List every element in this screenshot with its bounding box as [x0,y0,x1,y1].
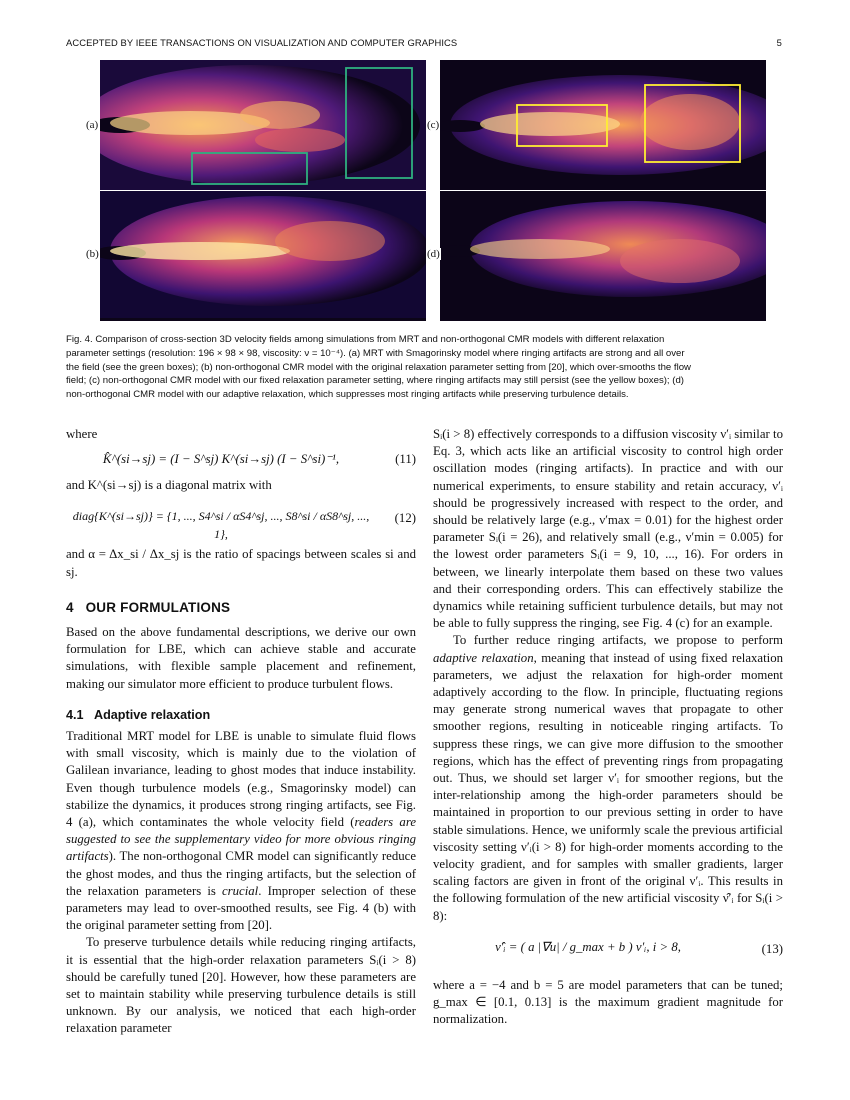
paragraph-params: where a = −4 and b = 5 are model parameters that can be tuned; g_max ∈ [0.1, 0.13] is the maximum gradient magnitude for normalization. [433,977,783,1027]
paragraph-adaptive [433,632,783,924]
equation-11-body: K̂^(si→sj) = (I − S^sj) K^(si→sj) (I − S^si)⁻¹, [102,452,340,467]
equation-13-body: ν̂′ᵢ = ( a |∇u| / g_max + b ) ν′ᵢ, i > 8, [495,939,681,954]
caption-line: field; (c) non-orthogonal CMR model with our fixed relaxation parameter setting, where ringing artifacts may still persist (see the yellow boxes); (d) [66,375,684,387]
panel-label-c: (c) [427,119,440,131]
paragraph-italic: readers are suggested to see the supplementary video for more obvious ringing artifacts [66,815,416,864]
section-title: OUR FORMULATIONS [85,599,231,615]
equation-12-body: diag{K^(si→sj)} = {1, ..., S4^si / αS4^sj, ..., S8^si / αS8^sj, ..., 1}, [72,509,370,541]
figure-panel-a [100,60,426,190]
equation-12 [66,494,416,546]
paragraph-text: Traditional MRT model for LBE is unable to simulate fluid flows with small viscosity, which is mainly due to the violation of Galilean invariance, leading to ghost modes that induce instability. Even though turbulence models (e.g., Smagorinsky model) can stabilize the dynamics, it produces strong ringing artifacts, see Fig. 4 (a), which contaminates the whole velocity field ( [66,729,416,830]
subsection-heading [66,707,416,724]
equation-12-number: (12) [394,511,416,526]
velocity-field-b [100,191,426,318]
caption-line: non-orthogonal CMR model with our adaptive relaxation, which suppresses most ringing artifacts while preserving turbulence details. [66,389,629,401]
paragraph-text: To further reduce ringing artifacts, we propose to perform [453,633,783,648]
figure-panel-d [440,191,766,321]
velocity-field-d [440,191,766,318]
subsection-title: Adaptive relaxation [94,707,211,722]
figure-panel-b [100,191,426,321]
paragraph-italic: crucial [221,883,259,898]
section-number: 4 [66,599,74,615]
paragraph-text: ). The non-orthogonal CMR model can significantly reduce the ghost modes, and thus the ringing artifacts, but the selection of the relaxation parameters is [66,849,416,898]
velocity-field-a [100,60,426,190]
paragraph-preserve: To preserve turbulence details while reducing ringing artifacts, it is essential that the high-order relaxation parameters Sᵢ(i > 8) should be carefully tuned [20]. However, how these parameters are set to maintain stability while preserving turbulence details is still unknown. By our analysis, we noticed that each high-order relaxation parameter [66,935,416,1036]
equation-13-number: (13) [761,941,783,956]
panel-label-b: (b) [86,248,99,260]
where-text: where [66,427,98,441]
equation-11 [66,443,416,477]
panel-label-d: (d) [427,248,440,260]
paragraph-viscosity: Sᵢ(i > 8) effectively corresponds to a diffusion viscosity ν′ᵢ similar to Eq. 3, which acts like an artificial viscosity to control high order oscillation modes (ringing artifacts). In practice and with our numerical experiments, to ensure stability and retain accuracy, ν′ᵢ should be progressively increased with respect to the order, and should be relatively large (e.g., ν′max = 0.01) for the highest order parameter Sᵢ(i = 26), and relatively small (e.g., ν′min = 0.005) for the lowest order parameters Sᵢ(i = 9, 10, ..., 16). For orders in between, we linearly interpolate them based on these two values and their corresponding orders. This can effectively stabilize the dynamics while retaining sufficient turbulence details, but may not be able to fully suppress the ringing, see Fig. 4 (c) for an example. [433,427,783,631]
caption-line: the field (see the green boxes); (b) non-orthogonal CMR model with the original relaxation parameter setting from [20], which over-smooths the flow [66,361,691,373]
equation-11-number: (11) [395,452,416,467]
left-column [66,426,416,1038]
paragraph-text: , meaning that instead of using fixed relaxation parameters, we adjust the relaxation for high-order moment adaptively according to the flow. In principle, fluctuating regions may generate strong numerical waves that propagate to other smoother regions, resulting in noticeable ringing artifacts. To suppress these rings, we can give more diffusion to the smoother regions, which has the effect of preventing rings from propagating out. Thus, we should set larger ν′ᵢ for smoother regions, but the inter-relationship among the high-order parameters should be maintained in proportion to our previous setting in order to have stable simulations. Hence, we uniformly scale the previous artificial viscosity setting ν′ᵢ(i > 8) for high-order moments according to the velocity gradient, and for samples with smaller gradients, larger scaling factors are given in front of the original ν′ᵢ. This results in the following formulation of the new artificial viscosity ν̂′ᵢ for Sᵢ(i > 8): [433,650,783,923]
panel-label-a: (a) [86,119,99,131]
velocity-field-c [440,60,766,190]
figure-panel-c [440,60,766,190]
page-number: 5 [776,37,782,48]
section-paragraph: Based on the above fundamental descriptions, we derive our own formulation for LBE, which can achieve stable and accurate simulations, with flexible sample placement and refinement, making our simulator more efficient to produce turbulent flows. [66,625,416,691]
paragraph-italic: adaptive relaxation [433,650,534,665]
subsection-number: 4.1 [66,707,84,722]
journal-title: ACCEPTED BY IEEE TRANSACTIONS ON VISUALIZATION AND COMPUTER GRAPHICS [66,37,458,48]
right-column [433,426,783,1029]
paragraph-text: . Improper selection of these parameters may lead to over-smoothed results, see Fig. 4 (b) with the original parameter setting from [20]. [66,883,416,933]
diag-intro: and K^(si→sj) is a diagonal matrix with [66,478,272,493]
alpha-text: and α = Δx_si / Δx_sj is the ratio of spacings between scales si and sj. [66,547,416,579]
equation-13 [433,925,783,977]
caption-line: parameter settings (resolution: 196 × 98 × 98, viscosity: ν = 10⁻⁴). (a) MRT with Smagorinsky model where ringing artifacts are strong and all over [66,347,685,359]
caption-line: Fig. 4. Comparison of cross-section 3D velocity fields among simulations from MRT and non-orthogonal CMR models with different relaxation [66,334,665,345]
running-header [66,37,784,51]
section-heading [66,599,416,616]
figure-caption [66,333,786,402]
paragraph-mrt [66,728,416,934]
